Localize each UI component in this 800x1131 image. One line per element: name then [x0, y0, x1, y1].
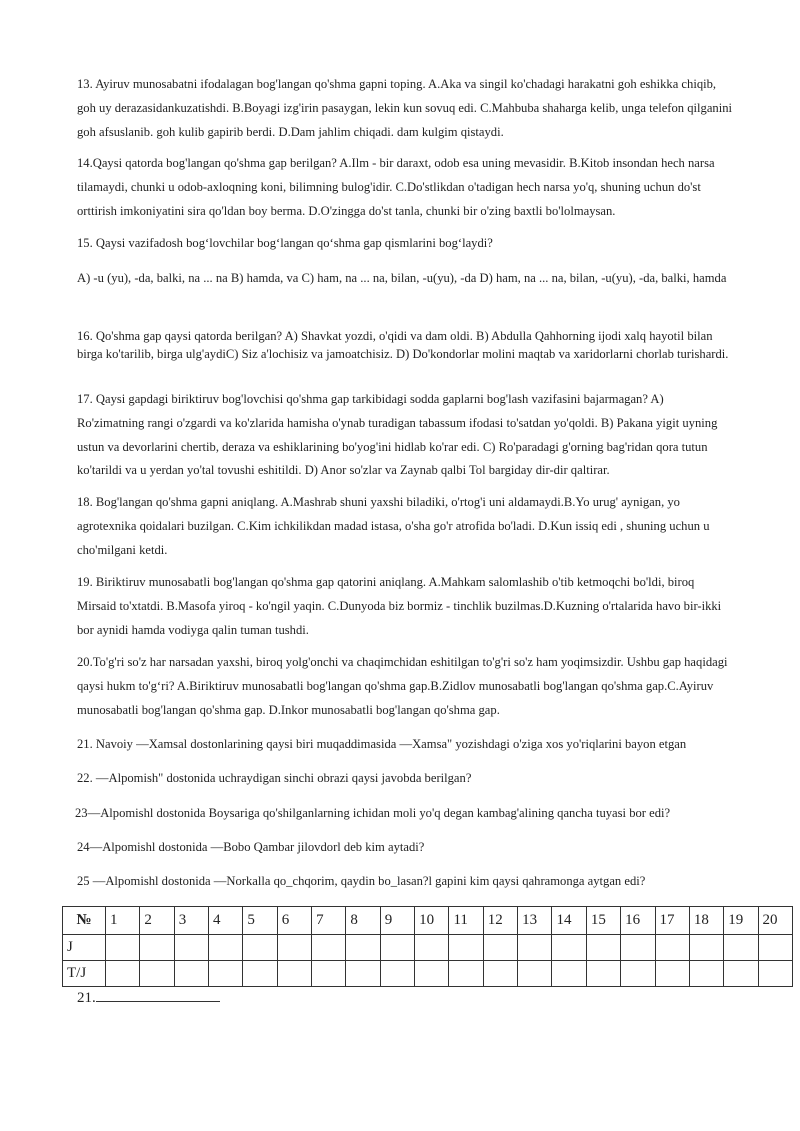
question-19: 19. Biriktiruv munosabatli bog'langan qo'shma gap qatorini aniqlang. A.Mahkam salomlashib o'tib ketmoqchi bo'ldi, biroq Mirsaid to'xtatdi. B.Masofa yiroq - ko'ngil yaqin. C.Dunyoda biz bormiz - tinchlik buzilmas.D.Kuzning o'rtalarida havo bir-ikki bor aynidi hamda vodiyga qalin tuman tushdi. — [77, 575, 722, 637]
question-21: 21. Navoiy ―Xamsal dostonlarining qaysi biri muqaddimasida ―Xamsa" yozishdagi o'ziga xos yo'riqlarini bayon etgan — [77, 737, 687, 751]
answer-cell[interactable] — [312, 935, 346, 961]
answer-cell[interactable] — [552, 935, 586, 961]
answer-cell[interactable] — [415, 961, 449, 987]
row-label-tj: T/J — [63, 961, 106, 987]
question-15-options: A) -u (yu), -da, balki, na ... na B) hamda, va C) ham, na ... na, bilan, -u(yu), -da D) ham, na ... na, bilan, -u(yu), -da, balki, hamda — [77, 271, 727, 285]
answer-cell[interactable] — [689, 935, 723, 961]
answer-number: 17 — [655, 907, 689, 935]
answer-number: 6 — [277, 907, 311, 935]
answer-cell[interactable] — [518, 961, 552, 987]
answer-cell[interactable] — [449, 935, 483, 961]
answer-cell[interactable] — [586, 935, 620, 961]
answer-line-21 — [77, 988, 220, 1007]
answer-number: 4 — [209, 907, 243, 935]
answer-number: 7 — [312, 907, 346, 935]
question-13: 13. Ayiruv munosabatni ifodalagan bog'langan qo'shma gapni toping. A.Aka va singil ko'chadagi harakatni goh eshikka chiqib, goh uy derazasidankuzatishdi. B.Boyagi izg'irin pasaygan, lekin kun sovuq edi. C.Mahbuba shaharga kelib, unga telefon qilganini goh afsuslanib. goh kulib gapirib berdi. D.Dam jahlim chiqadi. dam kulgim qistaydi. — [77, 77, 733, 139]
answer-number: 15 — [586, 907, 620, 935]
answer-line-label: 21. — [77, 990, 96, 1006]
answer-table — [62, 906, 793, 987]
answer-cell[interactable] — [621, 961, 655, 987]
answer-cell[interactable] — [758, 961, 792, 987]
question-24: 24―Alpomishl dostonida ―Bobo Qambar jilovdorl deb kim aytadi? — [77, 840, 425, 854]
answer-cell[interactable] — [758, 935, 792, 961]
answer-cell[interactable] — [586, 961, 620, 987]
answer-cell[interactable] — [209, 961, 243, 987]
answer-cell[interactable] — [380, 961, 414, 987]
answer-cell[interactable] — [483, 961, 517, 987]
answer-number: 9 — [380, 907, 414, 935]
answer-cell[interactable] — [449, 961, 483, 987]
answer-cell[interactable] — [209, 935, 243, 961]
answer-cell[interactable] — [106, 935, 140, 961]
answer-number: 3 — [174, 907, 208, 935]
answer-cell[interactable] — [174, 961, 208, 987]
row-label-j: J — [63, 935, 106, 961]
answer-cell[interactable] — [415, 935, 449, 961]
answer-cell[interactable] — [174, 935, 208, 961]
answer-cell[interactable] — [106, 961, 140, 987]
answer-cell[interactable] — [346, 961, 380, 987]
question-15: 15. Qaysi vazifadosh bog‘lovchilar bog‘langan qo‘shma gap qismlarini bog‘laydi? — [77, 236, 493, 250]
answer-cell[interactable] — [140, 961, 174, 987]
question-16: 16. Qo'shma gap qaysi qatorda berilgan? A) Shavkat yozdi, o'qidi va dam oldi. B) Abdulla Qahhorning ijodi xalq hayotil bilan birga ko'tarilib, birga ulg'aydiC) Siz a'lochisiz va jamoatchisiz. D) Do'kondorlar molini maqtab va xaridorlarni chorlab turishardi. — [77, 329, 729, 361]
question-22: 22. ―Alpomish" dostonida uchraydigan sinchi obrazi qaysi javobda berilgan? — [77, 771, 472, 785]
answer-cell[interactable] — [243, 935, 277, 961]
answer-number: 19 — [724, 907, 758, 935]
answer-cell[interactable] — [724, 961, 758, 987]
answer-number: 13 — [518, 907, 552, 935]
answer-number: 1 — [106, 907, 140, 935]
answer-cell[interactable] — [689, 961, 723, 987]
answer-cell[interactable] — [483, 935, 517, 961]
answer-cell[interactable] — [312, 961, 346, 987]
answer-cell[interactable] — [655, 935, 689, 961]
answer-cell[interactable] — [346, 935, 380, 961]
answer-number: 10 — [415, 907, 449, 935]
answer-cell[interactable] — [552, 961, 586, 987]
answer-cell[interactable] — [277, 935, 311, 961]
question-14: 14.Qaysi qatorda bog'langan qo'shma gap berilgan? A.Ilm - bir daraxt, odob esa uning mevasidir. B.Kitob insondan hech narsa tilamaydi, chunki u odob-axloqning koni, bilimning bulog'idir. C.Do'stlikdan o'tadigan hech narsa yo'q, shuning uchun do'st orttirish imkoniyatini sira qo'ldan boy berma. D.O'zingga do'st tanla, chunki bir o'zing baxtli bo'lolmaysan. — [77, 156, 715, 218]
question-18: 18. Bog'langan qo'shma gapni aniqlang. A.Mashrab shuni yaxshi biladiki, o'rtog'i uni aldamaydi.B.Yo urug' aynigan, yo agrotexnika qoidalari buzilgan. C.Kim ichkilikdan madad istasa, o'sha go'r atrofida bo'ladi. D.Kun issiq edi , shuning uchun u cho'milgani ketdi. — [77, 495, 710, 557]
question-20: 20.To'g'ri so'z har narsadan yaxshi, biroq yolg'onchi va chaqimchidan eshitilgan to'g'ri so'z ham yoqimsizdir. Ushbu gap haqidagi qaysi hukm to'g‘ri? A.Biriktiruv munosabatli bog'langan qo'shma gap.B.Zidlov munosabatli bog'langan qo'shma gap.C.Ayiruv munosabatli bog'langan qo'shma gap. D.Inkor munosabatli bog'langan qo'shma gap. — [77, 655, 728, 717]
answer-table-header-row — [63, 907, 793, 935]
answer-number: 11 — [449, 907, 483, 935]
answer-number: 18 — [689, 907, 723, 935]
question-23: 23―Alpomishl dostonida Boysariga qo'shilganlarning ichidan moli yo'q degan kambag'alining qancha tuyasi bor edi? — [75, 806, 671, 820]
answer-row-j — [63, 935, 793, 961]
answer-cell[interactable] — [277, 961, 311, 987]
answer-cell[interactable] — [724, 935, 758, 961]
answer-cell[interactable] — [243, 961, 277, 987]
answer-number: 20 — [758, 907, 792, 935]
answer-number: 16 — [621, 907, 655, 935]
answer-number: 2 — [140, 907, 174, 935]
answer-row-tj — [63, 961, 793, 987]
answer-cell[interactable] — [621, 935, 655, 961]
question-17: 17. Qaysi gapdagi biriktiruv bog'lovchisi qo'shma gap tarkibidagi sodda gaplarni bog'lash vazifasini bajarmagan? A) Ro'zimatning rangi o'zgardi va ko'zlarida hamisha o'ynab turadigan tabassum ifodasi to'satdan yo'qoldi. B) Pakana yigit uyning ustun va devorlarini chertib, deraza va eshiklarining bo'yog'ini hidlab ko'rar edi. C) Ro'paradagi g'orning bag'ridan qora tutun ko'tarildi va u yerdan yo'tal tovushi eshitildi. D) Anor so'zlar va Zaynab qalbi Tol bargiday dir-dir qaltirar. — [77, 392, 718, 478]
question-25: 25 ―Alpomishl dostonida ―Norkalla qo_chqorim, qaydin bo_lasan?l gapini kim qaysi qahramonga aytgan edi? — [77, 874, 646, 888]
answer-number: 5 — [243, 907, 277, 935]
answer-blank[interactable] — [96, 988, 220, 1002]
answer-number: 14 — [552, 907, 586, 935]
answer-number: 12 — [483, 907, 517, 935]
answer-cell[interactable] — [518, 935, 552, 961]
header-number-sign: № — [63, 907, 106, 935]
answer-cell[interactable] — [140, 935, 174, 961]
answer-cell[interactable] — [380, 935, 414, 961]
answer-number: 8 — [346, 907, 380, 935]
answer-cell[interactable] — [655, 961, 689, 987]
